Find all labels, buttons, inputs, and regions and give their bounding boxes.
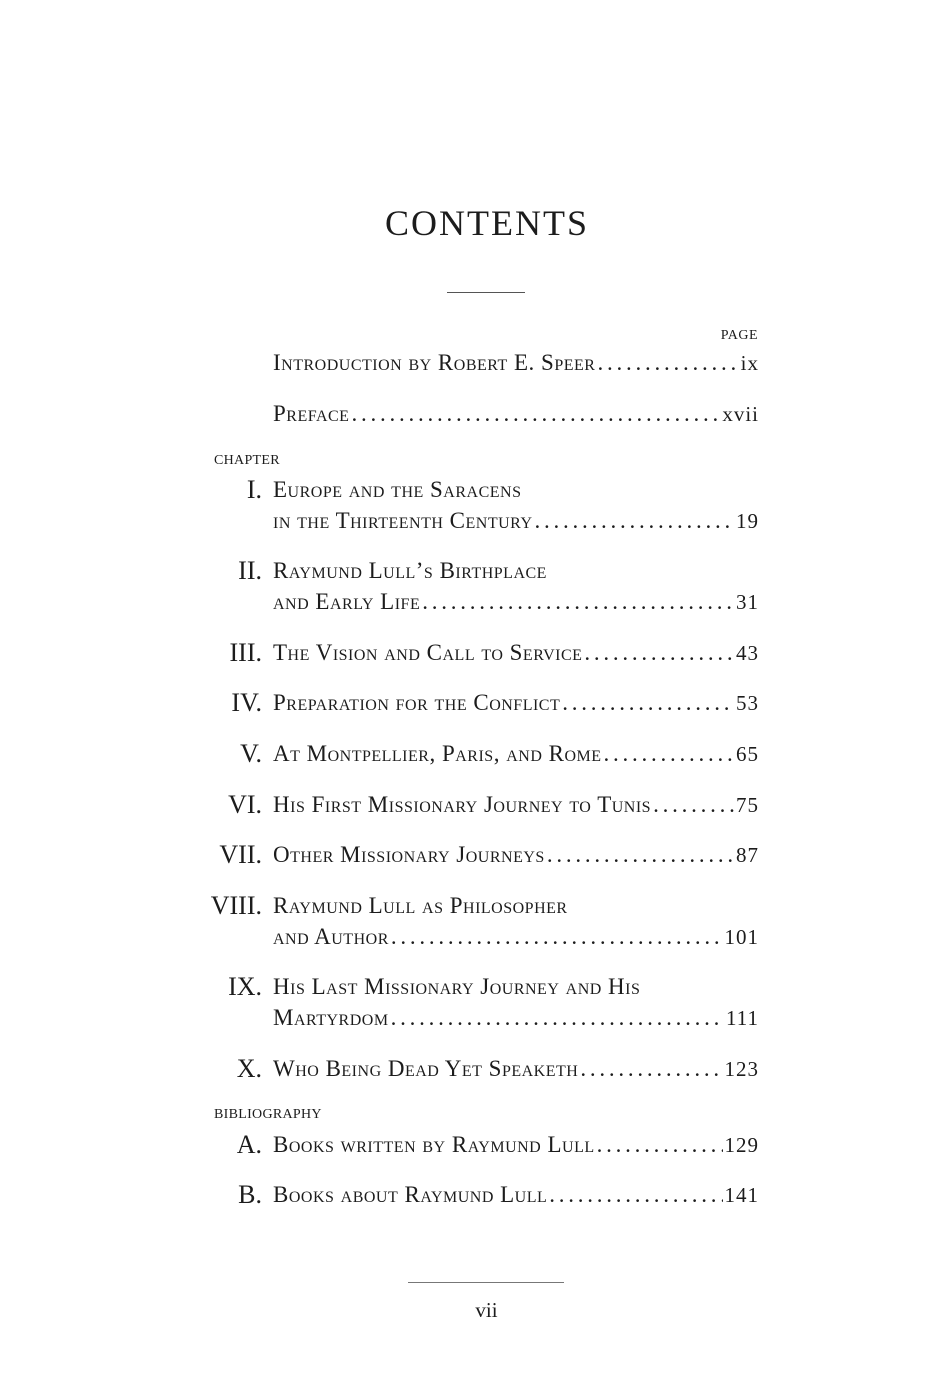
- bibliography-label: BIBLIOGRAPHY: [214, 1107, 322, 1122]
- chapter-number: IX.: [228, 972, 262, 1001]
- entry-page: 101: [724, 925, 759, 949]
- entry-page: 75: [736, 793, 759, 817]
- entry-page: 129: [724, 1133, 759, 1157]
- entry-title-line-2: and Early Life: [273, 589, 421, 614]
- entry-title: Preface: [273, 401, 350, 426]
- chapter-number: IV.: [231, 688, 262, 717]
- entry-title: Other Missionary Journeys: [273, 842, 545, 867]
- entry-page: xvii: [722, 402, 759, 426]
- dot-leader: [547, 839, 734, 870]
- entry-page: 141: [724, 1183, 759, 1207]
- entry-title-line-2: Martyrdom: [273, 1005, 389, 1030]
- contents-heading: CONTENTS: [385, 203, 589, 243]
- entry-title: Books written by Raymund Lull: [273, 1132, 595, 1157]
- dot-leader: [597, 1129, 723, 1160]
- dot-leader: [351, 398, 720, 429]
- entry-title-line-1: Raymund Lull as Philosopher: [273, 893, 568, 918]
- entry-page: 87: [736, 843, 759, 867]
- dot-leader: [584, 637, 734, 668]
- entry-page: 53: [736, 691, 759, 715]
- heading-rule: [447, 292, 525, 293]
- dot-leader: [580, 1053, 722, 1084]
- chapter-number: VIII.: [210, 891, 262, 920]
- entry-page: 65: [736, 742, 759, 766]
- entry-title: Books about Raymund Lull: [273, 1182, 548, 1207]
- chapter-number: X.: [236, 1054, 262, 1083]
- entry-title: His First Missionary Journey to Tunis: [273, 792, 652, 817]
- dot-leader: [391, 921, 723, 952]
- entry-page: 43: [736, 641, 759, 665]
- entry-title: Preparation for the Conflict: [273, 690, 561, 715]
- page-number: vii: [475, 1298, 498, 1322]
- dot-leader: [562, 687, 734, 718]
- dot-leader: [391, 1002, 724, 1033]
- chapter-label: CHAPTER: [214, 453, 280, 468]
- entry-page: 111: [726, 1006, 759, 1030]
- page-column-label: PAGE: [720, 328, 758, 343]
- dot-leader: [535, 505, 734, 536]
- entry-title: Introduction by Robert E. Speer: [273, 350, 596, 375]
- entry-title: Who Being Dead Yet Speaketh: [273, 1056, 579, 1081]
- entry-page: 123: [724, 1057, 759, 1081]
- entry-title-line-1: Europe and the Saracens: [273, 477, 522, 502]
- footer-rule: [408, 1282, 564, 1283]
- dot-leader: [597, 347, 738, 378]
- chapter-number: VII.: [219, 840, 262, 869]
- chapter-number: III.: [229, 638, 262, 667]
- dot-leader: [653, 789, 734, 820]
- chapter-number: VI.: [228, 790, 262, 819]
- entry-page: 31: [736, 590, 759, 614]
- bibliography-letter: A.: [236, 1130, 262, 1159]
- chapter-number: II.: [238, 556, 262, 585]
- dot-leader: [604, 738, 734, 769]
- entry-page: 19: [736, 509, 759, 533]
- entry-title: The Vision and Call to Service: [273, 640, 583, 665]
- bibliography-letter: B.: [238, 1180, 262, 1209]
- entry-title: At Montpellier, Paris, and Rome: [273, 741, 602, 766]
- dot-leader: [422, 586, 734, 617]
- entry-title-line-2: and Author: [273, 924, 389, 949]
- entry-title-line-2: in the Thirteenth Century: [273, 508, 533, 533]
- chapter-number: V.: [240, 739, 262, 768]
- entry-page: ix: [740, 351, 759, 375]
- chapter-number: I.: [246, 475, 262, 504]
- entry-title-line-1: Raymund Lull’s Birthplace: [273, 558, 547, 583]
- entry-title-line-1: His Last Missionary Journey and His: [273, 974, 641, 999]
- dot-leader: [549, 1179, 722, 1210]
